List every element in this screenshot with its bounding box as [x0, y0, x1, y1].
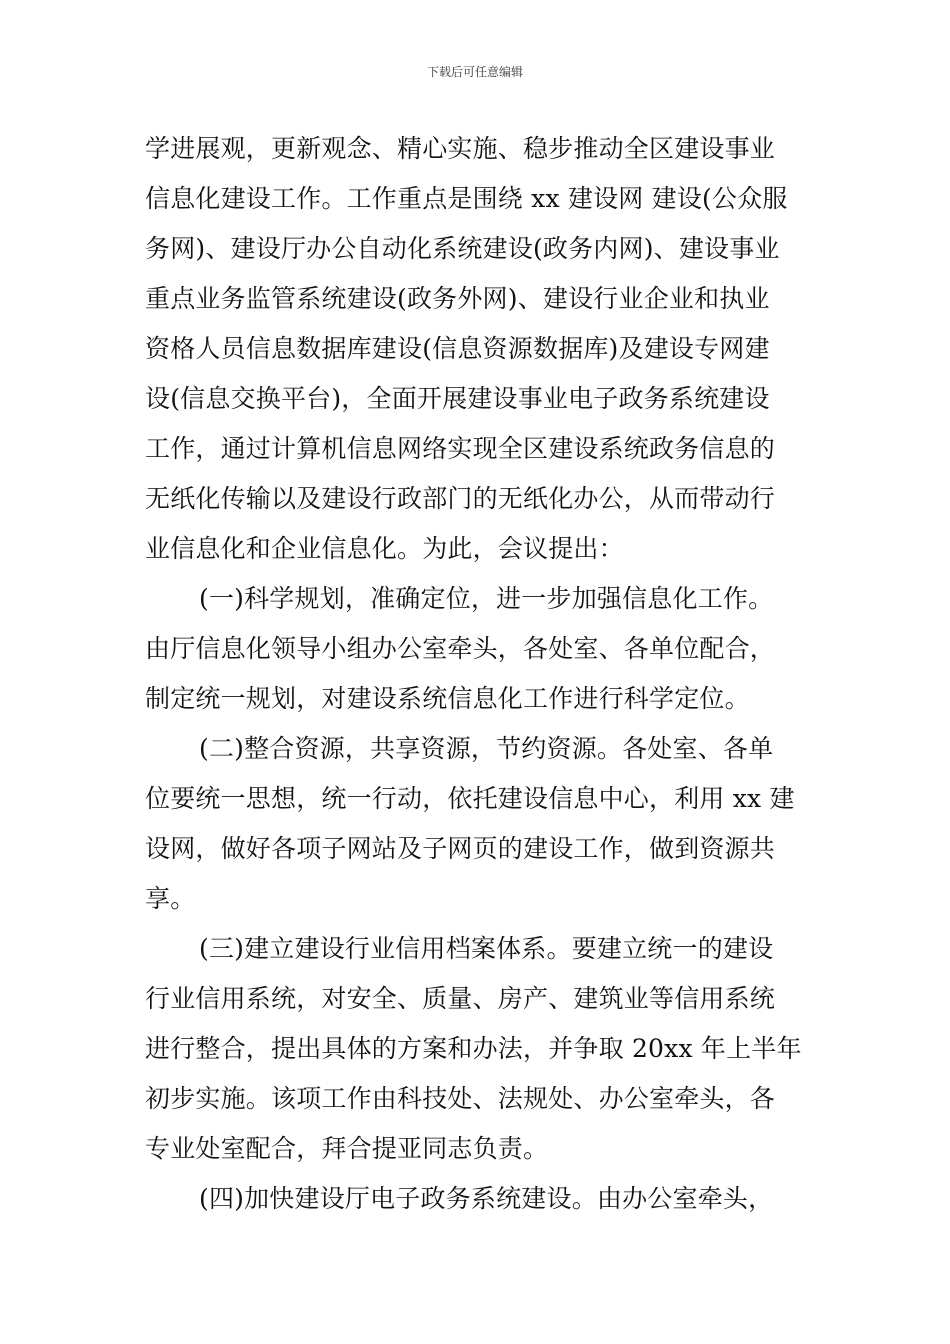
- text-line: 重点业务监管系统建设(政务外网)、建设行业企业和执业: [145, 284, 770, 313]
- text-line: (二)整合资源，共享资源，节约资源。各处室、各单: [199, 734, 774, 763]
- text-line: (四)加快建设厅电子政务系统建设。由办公室牵头，: [199, 1184, 774, 1213]
- text-line: 行业信用系统，对安全、质量、房产、建筑业等信用系统: [145, 984, 776, 1013]
- text-line: 工作，通过计算机信息网络实现全区建设系统政务信息的: [145, 434, 776, 463]
- text-line: 进行整合，提出具体的方案和办法，并争取 20xx 年上半年: [145, 1034, 802, 1063]
- text-line: 务网)、建设厅办公自动化系统建设(政务内网)、建设事业: [145, 234, 780, 263]
- text-line: 学进展观，更新观念、精心实施、稳步推动全区建设事业: [145, 134, 776, 163]
- text-line: 信息化建设工作。工作重点是围绕 xx 建设网 建设(公众服: [145, 184, 788, 213]
- text-line: 无纸化传输以及建设行政部门的无纸化办公，从而带动行: [145, 484, 776, 513]
- document-body: [145, 124, 810, 1224]
- text-line: 由厅信息化领导小组办公室牵头，各处室、各单位配合，: [145, 634, 776, 663]
- text-line: 位要统一思想，统一行动，依托建设信息中心，利用 xx 建: [145, 784, 795, 813]
- text-line: (一)科学规划，准确定位，进一步加强信息化工作。: [199, 584, 774, 613]
- page-header-note: 下载后可任意编辑: [426, 65, 523, 79]
- text-line: 专业处室配合，拜合提亚同志负责。: [145, 1134, 549, 1163]
- text-line: 初步实施。该项工作由科技处、法规处、办公室牵头，各: [145, 1084, 776, 1113]
- text-line: 资格人员信息数据库建设(信息资源数据库)及建设专网建: [145, 334, 770, 363]
- text-line: 业信息化和企业信息化。为此，会议提出：: [145, 534, 624, 563]
- text-line: 设网，做好各项子网站及子网页的建设工作，做到资源共: [145, 834, 776, 863]
- text-line: (三)建立建设行业信用档案体系。要建立统一的建设: [199, 934, 774, 963]
- text-line: 享。: [145, 884, 196, 913]
- text-line: 设(信息交换平台)，全面开展建设事业电子政务系统建设: [145, 384, 770, 413]
- text-line: 制定统一规划，对建设系统信息化工作进行科学定位。: [145, 684, 750, 713]
